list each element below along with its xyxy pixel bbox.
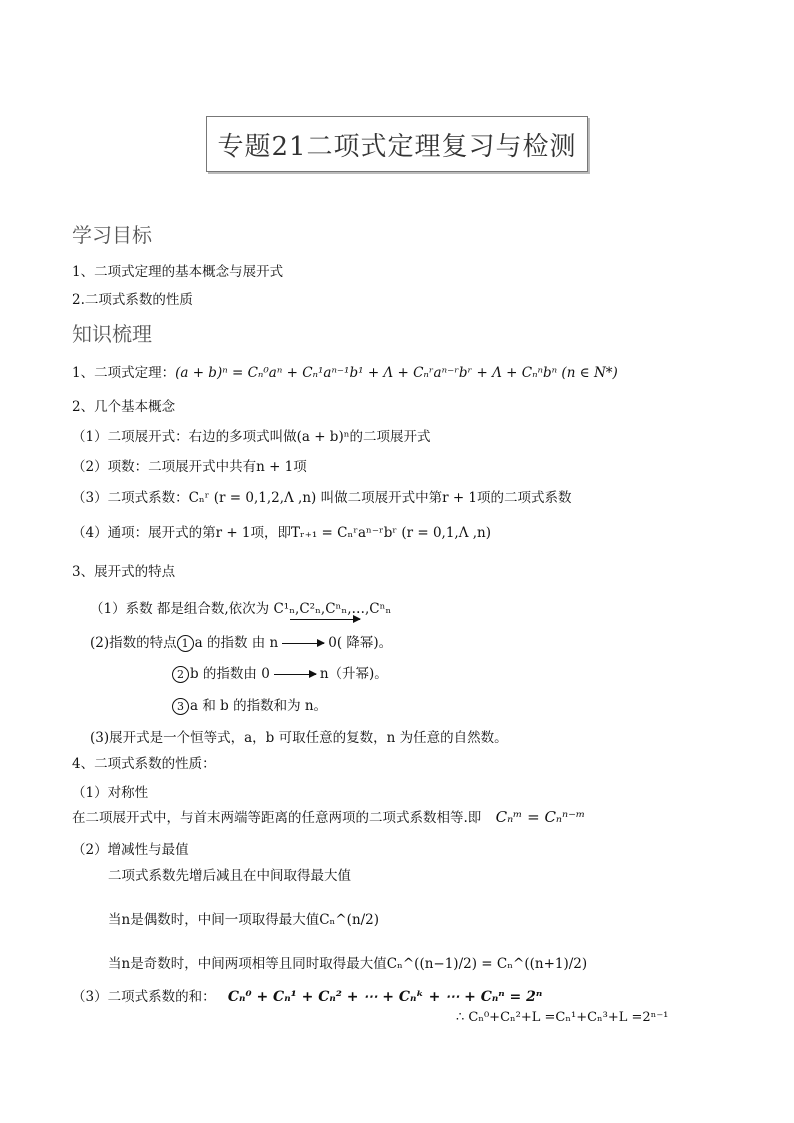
property-1: （1）对称性 xyxy=(72,785,149,801)
feature-2b-text: b 的指数由 0 xyxy=(190,666,270,682)
circled-number-3: 3 xyxy=(172,698,189,715)
feature-2-line-b xyxy=(172,662,388,683)
goals-heading: 学习目标 xyxy=(72,223,152,247)
feature-1: （1）系数 都是组合数,依次为 C¹ₙ,C²ₙ,Cⁿₙ,…,Cⁿₙ xyxy=(90,601,392,617)
title-box xyxy=(206,116,588,172)
features-heading: 3、展开式的特点 xyxy=(72,564,176,580)
feature-2-line-a xyxy=(90,631,392,652)
arrow-right-icon xyxy=(282,643,324,644)
properties-heading: 4、二项式系数的性质： xyxy=(72,756,216,772)
symmetry-text: 在二项展开式中，与首末两端等距离的任意两项的二项式系数相等.即 xyxy=(72,810,482,826)
goal-item-2: 2.二项式系数的性质 xyxy=(72,292,193,308)
feature-2-line-c xyxy=(172,694,327,715)
theorem-line xyxy=(72,361,618,381)
property-1-text xyxy=(72,806,585,826)
theorem-formula: (a + b)ⁿ = Cₙ⁰aⁿ + Cₙ¹aⁿ⁻¹b¹ + Λ + Cₙʳaⁿ⁻ʳbʳ + Λ + Cₙⁿbⁿ (n ∈ N*) xyxy=(175,365,618,381)
property-3: （3）二项式系数的和： xyxy=(72,989,216,1005)
page-title: 专题21二项式定理复习与检测 xyxy=(217,131,577,162)
feature-2c-text: a 和 b 的指数和为 n。 xyxy=(190,698,328,714)
feature-2-prefix: (2)指数的特点 xyxy=(90,635,177,651)
sum-extra-formula: ∴ Cₙ⁰+Cₙ²+L =Cₙ¹+Cₙ³+L =2ⁿ⁻¹ xyxy=(456,1010,669,1025)
property-2-text-2: 当n是偶数时，中间一项取得最大值Cₙ^(n/2) xyxy=(108,912,380,928)
symmetry-formula: Cₙᵐ = Cₙⁿ⁻ᵐ xyxy=(495,808,586,826)
concept-4: （4）通项：展开式的第r + 1项，即Tᵣ₊₁ = Cₙʳaⁿ⁻ʳbʳ (r = 0,1,Λ ,n) xyxy=(72,525,491,541)
concepts-heading: 2、几个基本概念 xyxy=(72,399,176,415)
feature-2a-text: a 的指数 由 n xyxy=(194,635,279,651)
arrow-right-icon xyxy=(274,674,316,675)
feature-2b-end: n（升幂)。 xyxy=(319,666,388,682)
sum-formula: Cₙ⁰ + Cₙ¹ + Cₙ² + ⋯ + Cₙᵏ + ⋯ + Cₙⁿ = 2ⁿ xyxy=(227,989,543,1005)
sequence-arrow xyxy=(290,619,360,620)
feature-2a-end: 0( 降幂)。 xyxy=(328,635,393,651)
concept-3: （3）二项式系数：Cₙʳ (r = 0,1,2,Λ ,n) 叫做二项展开式中第r + 1项的二项式系数 xyxy=(72,490,572,506)
concept-1: （1）二项展开式：右边的多项式叫做(a + b)ⁿ的二项展开式 xyxy=(72,429,431,445)
property-3-line xyxy=(72,985,542,1005)
circled-number-1: 1 xyxy=(177,635,194,652)
feature-3: (3)展开式是一个恒等式，a，b 可取任意的复数，n 为任意的自然数。 xyxy=(90,730,508,746)
property-2: （2）增减性与最值 xyxy=(72,842,189,858)
property-2-text-3: 当n是奇数时，中间两项相等且同时取得最大值Cₙ^((n−1)/2) = Cₙ^((n+1)/2) xyxy=(108,956,588,972)
property-2-text-1: 二项式系数先增后减且在中间取得最大值 xyxy=(108,868,351,884)
concept-2: （2）项数：二项展开式中共有n + 1项 xyxy=(72,459,307,475)
goal-item-1: 1、二项式定理的基本概念与展开式 xyxy=(72,264,284,280)
theorem-label: 1、二项式定理： xyxy=(72,365,176,381)
circled-number-2: 2 xyxy=(172,666,189,683)
knowledge-heading: 知识梳理 xyxy=(72,322,152,346)
